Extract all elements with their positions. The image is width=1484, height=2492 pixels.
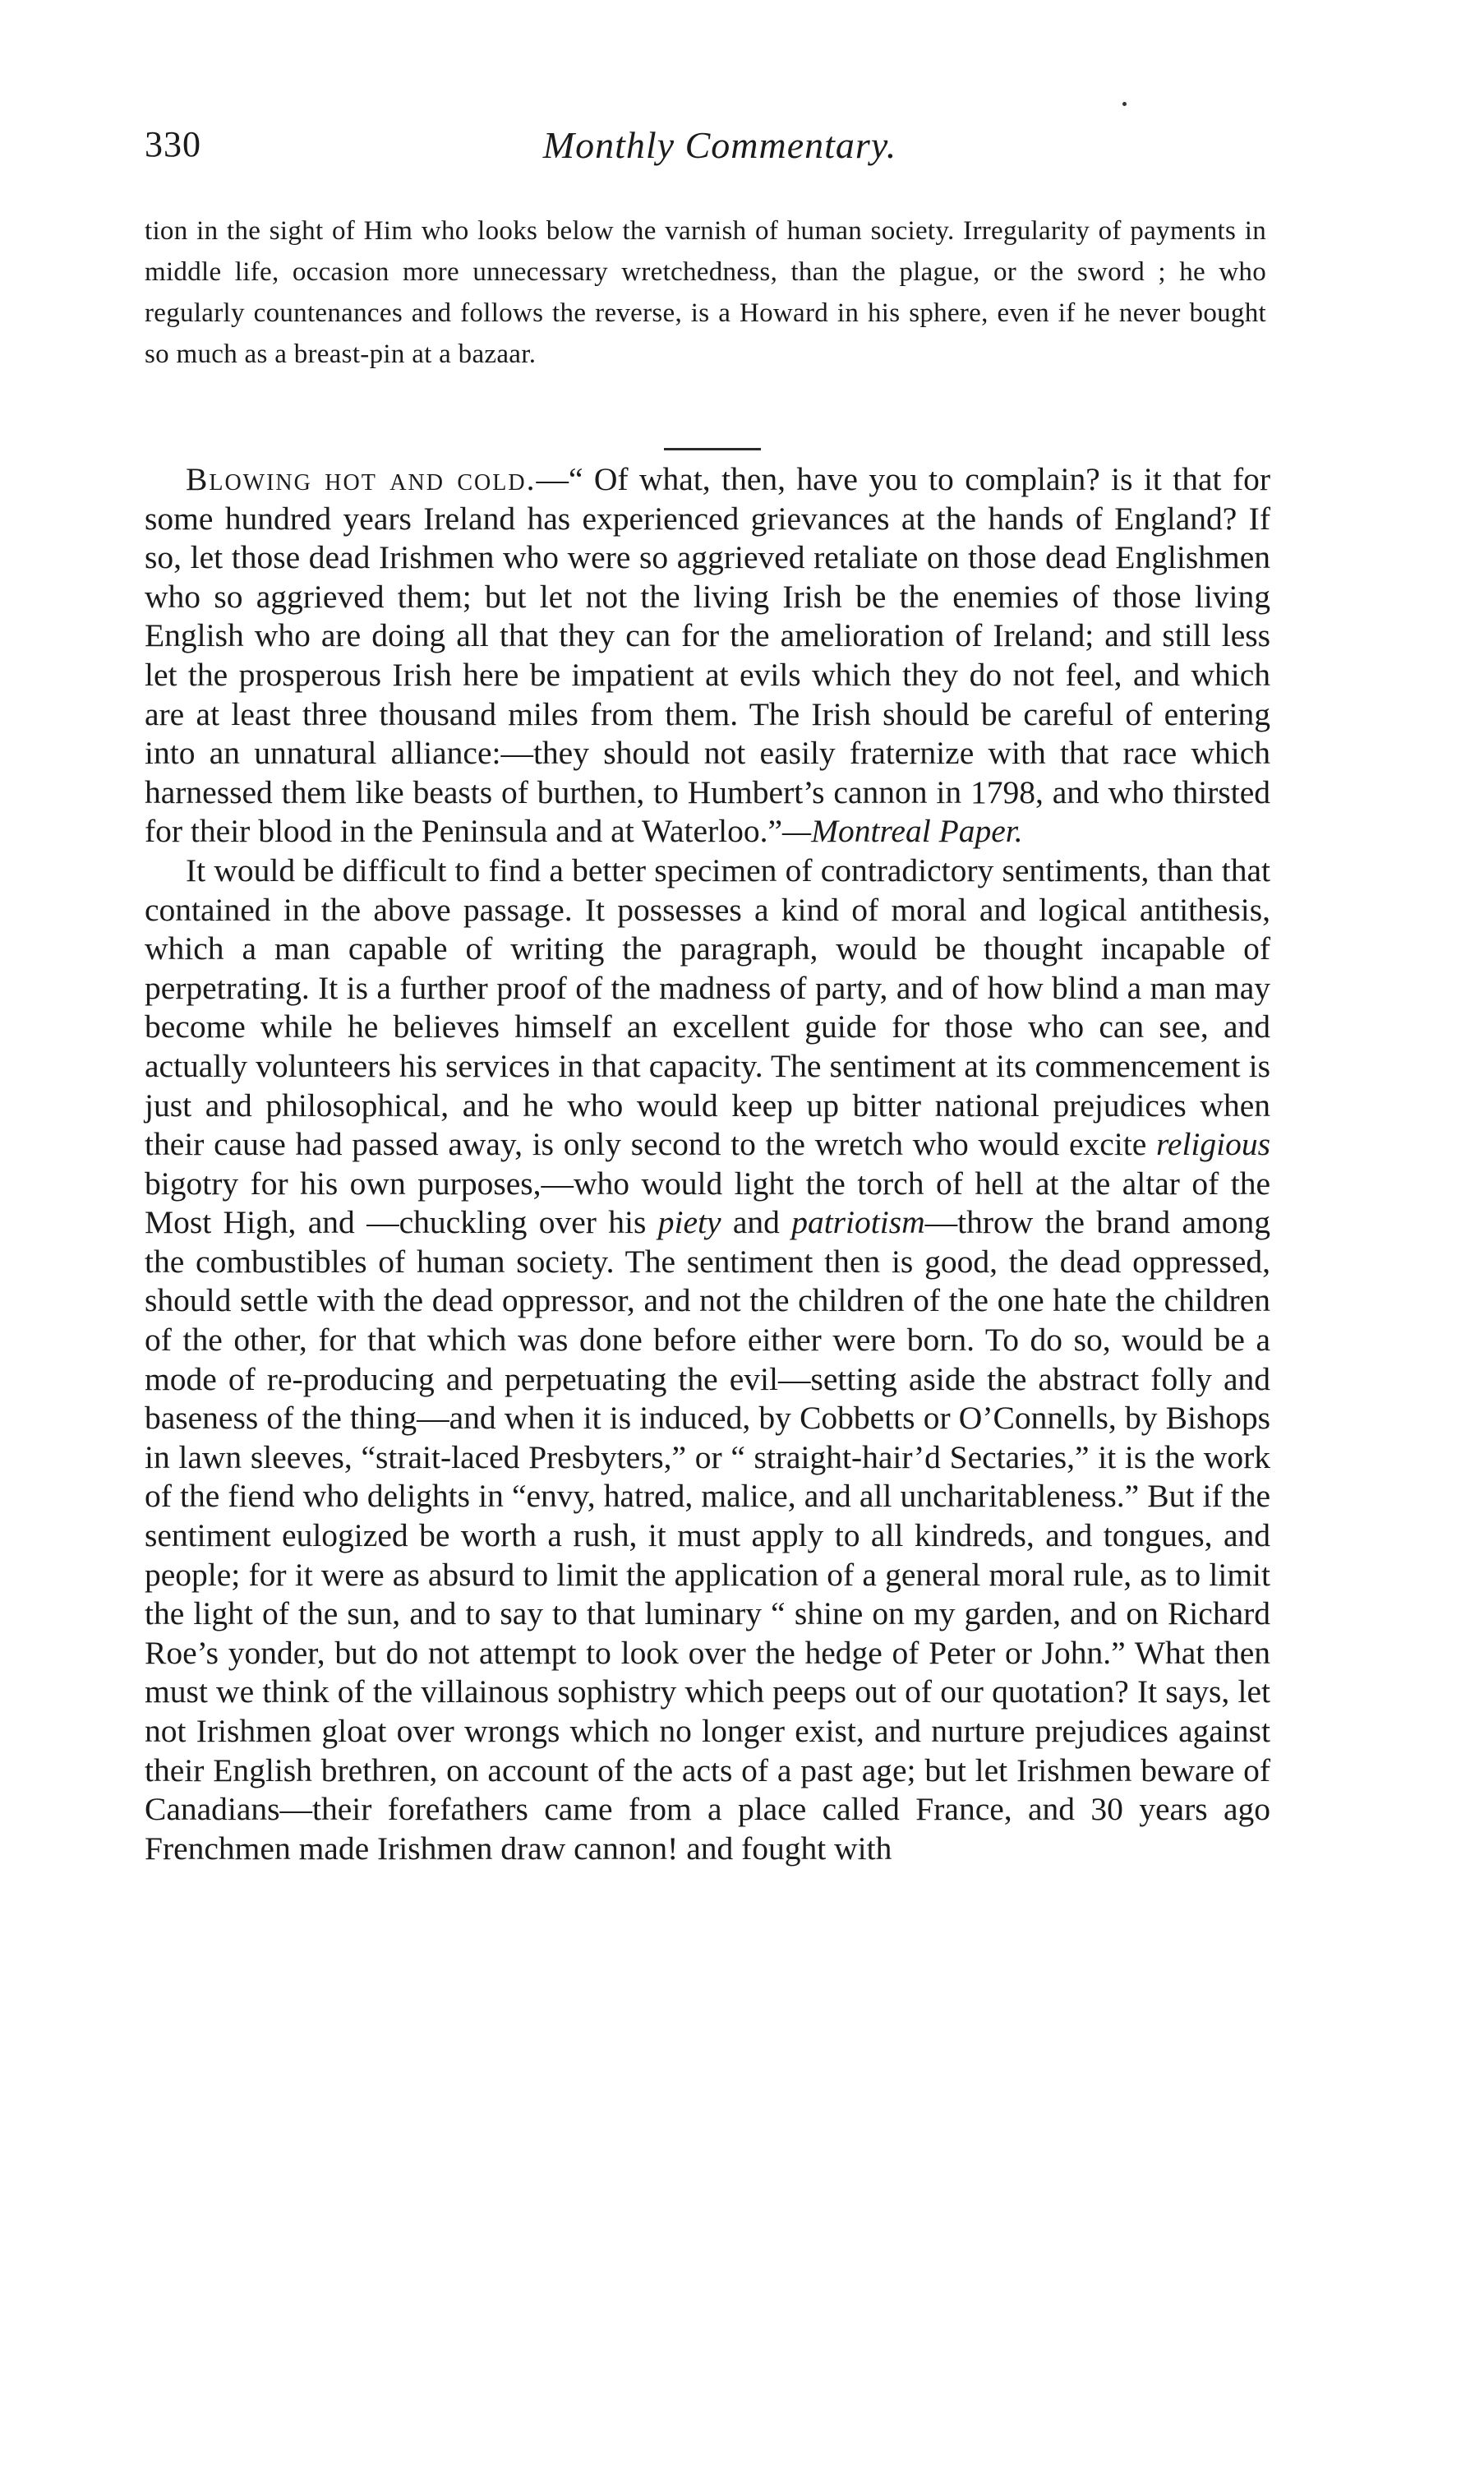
commentary-paragraph (145, 851, 1270, 1868)
section-divider (664, 448, 761, 450)
quoted-text: —“ Of what, then, have you to complain? is it that for some hundred years Ireland has experienced grievances at the hands of England? If so, let those dead Irishmen who were so aggrieved retaliate on those dead Englishmen who so aggrieved them; but let not the living Irish be the enemies of those living English who are doing all that they can for the amelioration of Ireland; and still less let the prosperous Irish here be impatient at evils which they do not feel, and which are at least three thousand miles from them. The Irish should be careful of entering into an unnatural alliance:—they should not easily fraternize with that race which harnessed them like beasts of burthen, to Humbert’s cannon in 1798, and who thirsted for their blood in the Peninsula and at Waterloo.” (145, 461, 1271, 850)
emphasis-piety: piety (657, 1204, 721, 1241)
commentary-text-3: and (721, 1204, 792, 1241)
commentary-text-2: bigotry for his own purposes,—who would light the torch of hell at the altar of the Most High, and —chuckling over his (145, 1165, 1270, 1241)
page-header (145, 123, 1295, 173)
running-title: Monthly Commentary. (542, 124, 897, 166)
quoted-paragraph (145, 460, 1270, 851)
quote-source: —Montreal Paper. (782, 813, 1023, 850)
commentary-text-4: —throw the brand among the combustibles of human society. The sentiment then is good, the dead oppressed, should settle with the dead oppressor, and not the children of the one hate the children of the other, for that which was done before either were born. To do so, would be a mode of re-producing and perpetuating the evil—setting aside the abstract folly and baseness of the thing—and when it is induced, by Cobbetts or O’Connells, by Bishops in lawn sleeves, “strait-laced Presbyters,” or “ straight-hair’d Sectaries,” it is the work of the fiend who delights in “envy, hatred, malice, and all uncharitableness.” But if the sentiment eulogized be worth a rush, it must apply to all kindreds, and tongues, and people; for it were as absurd to limit the application of a general moral rule, as to limit the light of the sun, and to say to that luminary “ shine on my garden, and on Richard Roe’s yonder, but do not attempt to look over the hedge of Peter or John.” What then must we think of the villainous sophistry which peeps out of our quotation? It says, let not Irishmen gloat over wrongs which no longer exist, and nurture prejudices against their English brethren, on account of the acts of a past age; but let Irishmen beware of Canadians—their forefathers came from a place called France, and 30 years ago Frenchmen made Irishmen draw cannon! and fought with (145, 1204, 1270, 1867)
article-blowing-hot-and-cold (145, 460, 1270, 1868)
article-heading: Blowing hot and cold. (186, 461, 537, 497)
emphasis-religious: religious (1156, 1126, 1270, 1163)
page-number: 330 (145, 124, 201, 164)
emphasis-patriotism: patriotism (791, 1204, 925, 1241)
ink-speck (1122, 102, 1127, 106)
continued-paragraph: tion in the sight of Him who looks below the varnish of human society. Irregularity of payments in middle life, occasion more unnecessary wretchedness, than the plague, or the sword ; he who regularly countenances and follows the reverse, is a Howard in his sphere, even if he never bought so much as a breast-pin at a bazaar. (145, 216, 1266, 369)
commentary-text-1: It would be difficult to find a better specimen of contradictory sentiments, than that contained in the above passage. It possesses a kind of moral and logical antithesis, which a man capable of writing the paragraph, would be thought incapable of perpetrating. It is a further proof of the madness of party, and of how blind a man may become while he believes himself an excellent guide for those who can see, and actually volunteers his services in that capacity. The sentiment at its commencement is just and philosophical, and he who would keep up bitter national prejudices when their cause had passed away, is only second to the wretch who would excite (145, 851, 1270, 1163)
